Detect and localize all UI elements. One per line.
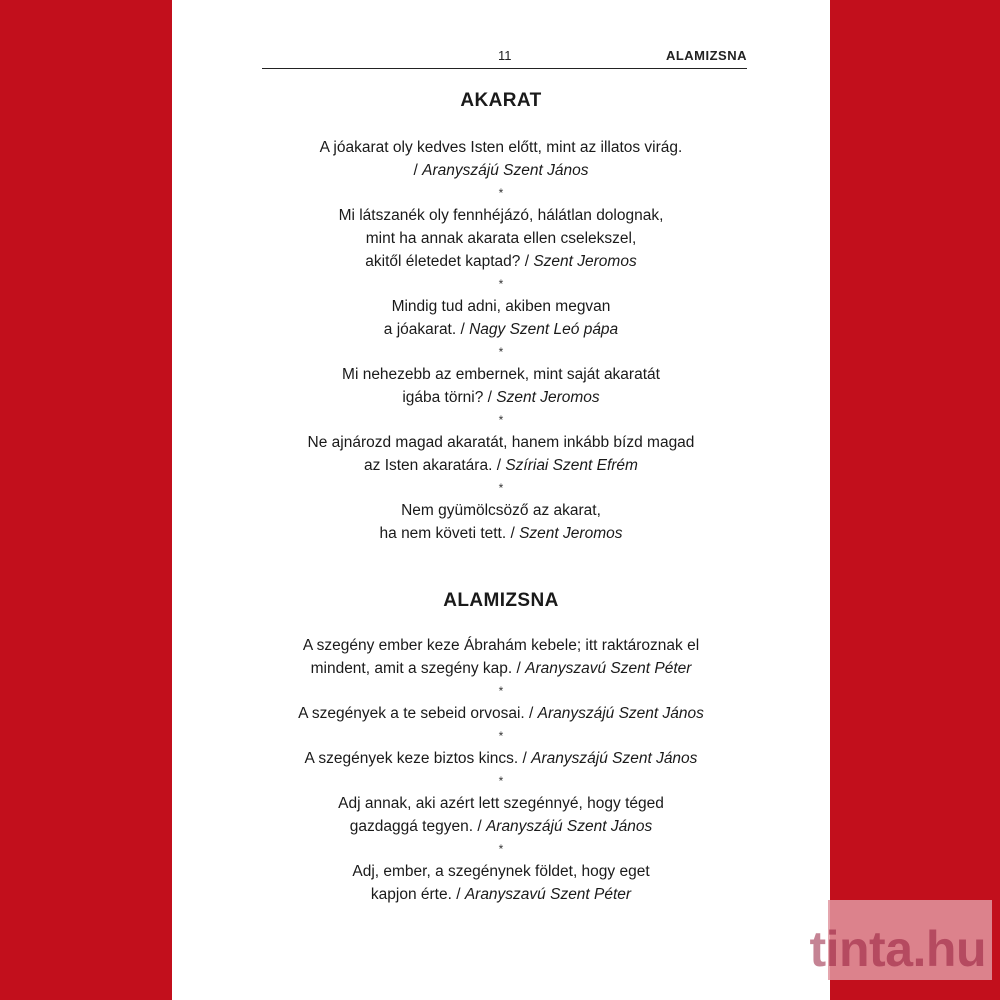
- separator-asterisk: *: [498, 729, 504, 743]
- section-title-akarat: AKARAT: [460, 90, 542, 111]
- quote-text: /: [413, 162, 423, 179]
- quote-text: Adj annak, aki azért lett szegénnyé, hogy téged: [338, 795, 664, 812]
- quote-author: Aranyszavú Szent Péter: [464, 886, 632, 903]
- running-title: ALAMIZSNA: [665, 48, 747, 63]
- quote-text: Adj, ember, a szegénynek földet, hogy eget: [352, 863, 650, 880]
- quote-line: [172, 499, 830, 522]
- quotes-akarat: [172, 136, 830, 545]
- quote-line: [172, 386, 830, 409]
- separator-asterisk: *: [498, 774, 504, 788]
- quote-line: [172, 250, 830, 273]
- quote-author: Szent Jeromos: [533, 253, 637, 270]
- quote-text: Mi látszanék oly fennhéjázó, hálátlan dolognak,: [338, 207, 664, 224]
- quote-author: Szíriai Szent Efrém: [505, 457, 638, 474]
- quote-line: [172, 318, 830, 341]
- watermark-logo: [809, 900, 992, 980]
- quote-author: Aranyszájú Szent János: [537, 705, 704, 722]
- quote-author: Szent Jeromos: [496, 389, 600, 406]
- section-title-alamizsna: ALAMIZSNA: [443, 590, 559, 611]
- quote-line: [172, 363, 830, 386]
- quotes-alamizsna: [172, 634, 830, 906]
- separator-asterisk: *: [498, 345, 504, 359]
- quote-text: a jóakarat. /: [383, 321, 470, 338]
- quote-text: Mi nehezebb az embernek, mint saját akaratát: [342, 366, 660, 383]
- quote-text: mindent, amit a szegény kap. /: [310, 660, 526, 677]
- quote-line: [172, 883, 830, 906]
- quote-line: [172, 860, 830, 883]
- quote-text: akitől életedet kaptad? /: [365, 253, 534, 270]
- quote-text: igába törni? /: [402, 389, 497, 406]
- quote-text: mint ha annak akarata ellen cselekszel,: [365, 230, 637, 247]
- quote-line: [172, 295, 830, 318]
- quote-line: [172, 747, 830, 770]
- quote-line: [172, 815, 830, 838]
- quote-line: [172, 431, 830, 454]
- running-header: [262, 44, 747, 69]
- quote-line: [172, 204, 830, 227]
- quote-line: [172, 454, 830, 477]
- quote-author: Nagy Szent Leó pápa: [469, 321, 619, 338]
- quote-author: Aranyszájú Szent János: [531, 750, 698, 767]
- quote-text: az Isten akaratára. /: [364, 457, 506, 474]
- quote-line: [172, 792, 830, 815]
- quote-text: A szegény ember keze Ábrahám kebele; itt raktároznak el: [302, 637, 700, 654]
- quote-author: Aranyszavú Szent Péter: [525, 660, 692, 677]
- separator-asterisk: *: [498, 277, 504, 291]
- separator-asterisk: *: [498, 842, 504, 856]
- quote-text: A jóakarat oly kedves Isten előtt, mint az illatos virág.: [319, 139, 683, 156]
- quote-line: [172, 159, 830, 182]
- separator-asterisk: *: [498, 684, 504, 698]
- quote-author: Aranyszájú Szent János: [485, 818, 653, 835]
- quote-author: Szent Jeromos: [519, 525, 623, 542]
- quote-line: [172, 227, 830, 250]
- quote-text: A szegények a te sebeid orvosai. /: [298, 705, 538, 722]
- quote-line: [172, 136, 830, 159]
- quote-text: Mindig tud adni, akiben megvan: [391, 298, 611, 315]
- quote-line: [172, 657, 830, 680]
- separator-asterisk: *: [498, 413, 504, 427]
- page-number: 11: [498, 48, 512, 63]
- quote-text: gazdaggá tegyen. /: [349, 818, 486, 835]
- quote-line: [172, 702, 830, 725]
- quote-text: Ne ajnározd magad akaratát, hanem inkább bízd magad: [307, 434, 695, 451]
- quote-text: ha nem követi tett. /: [379, 525, 520, 542]
- watermark-text: tinta.hu: [809, 921, 986, 977]
- quote-line: [172, 634, 830, 657]
- quote-line: [172, 522, 830, 545]
- quote-text: Nem gyümölcsöző az akarat,: [401, 502, 601, 519]
- separator-asterisk: *: [498, 186, 504, 200]
- quote-text: A szegények keze biztos kincs. /: [304, 750, 532, 767]
- separator-asterisk: *: [498, 481, 504, 495]
- quote-text: kapjon érte. /: [370, 886, 465, 903]
- quote-author: Aranyszájú Szent János: [422, 162, 589, 179]
